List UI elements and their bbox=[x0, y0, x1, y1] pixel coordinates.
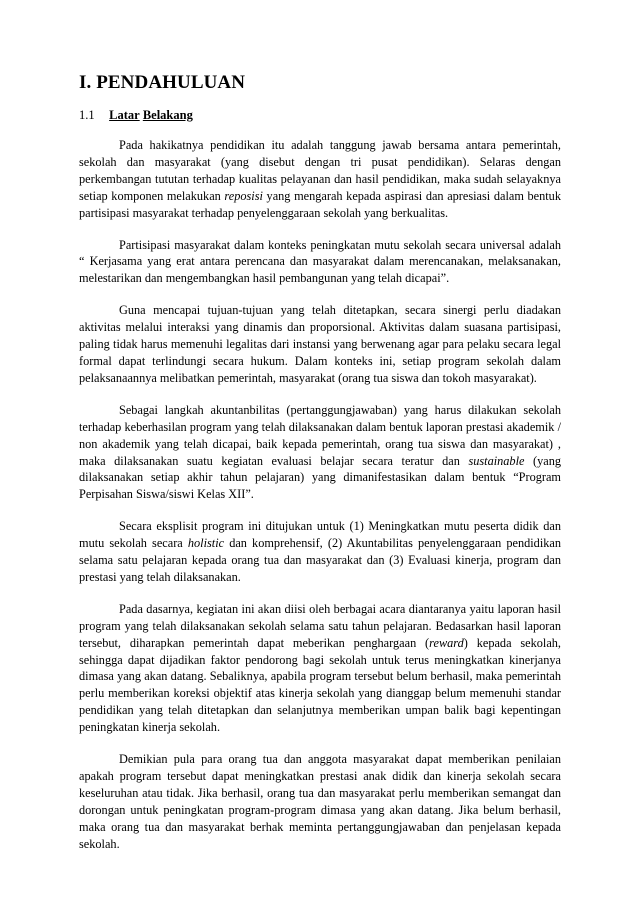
section-heading bbox=[79, 108, 561, 123]
paragraph-text: Secara eksplisit program ini ditujukan untuk (1) Meningkatkan mutu peserta didik dan mutu sekolah secara bbox=[79, 519, 561, 551]
italic-term: reward bbox=[429, 635, 464, 650]
paragraph-7 bbox=[79, 751, 561, 852]
paragraph-text: Sebagai langkah akuntanbilitas (pertanggungjawaban) yang harus dilakukan sekolah terhadap keberhasilan program yang telah dilaksanakan dalam bentuk laporan prestasi akademik / non akademik yang telah dicapai, baik kepada pemerintah, orang tua siswa dan masyarakat) , maka dilaksanakan suatu kegiatan evaluasi belajar secara teratur dan bbox=[79, 402, 561, 468]
paragraph-text: Pada dasarnya, kegiatan ini akan diisi oleh berbagai acara diantaranya yaitu laporan hasil program yang telah dilaksanakan sekolah selama satu tahun pelajaran. Bedasarkan hasil laporan tersebut, diharapkan pemerintah dapat meberikan penghargaan ( bbox=[79, 601, 561, 650]
section-title-word-2: Belakang bbox=[142, 108, 193, 122]
paragraph-text: Pada hakikatnya pendidikan itu adalah tanggung jawab bersama antara pemerintah, sekolah dan masyarakat (yang disebut dengan tri pusat pendidikan). Selaras dengan perkembangan tututan terhadap kualitas pelayanan dan hasil pendidikan, maka sudah selayaknya setiap komponen melakukan bbox=[79, 138, 561, 203]
paragraph-text: dan komprehensif, (2) Akuntabilitas penyelenggaraan pendidikan selama satu pelajaran kepada orang tua dan masyarakat dan (3) Evaluasi kinerja, program dan prestasi yang telah dilaksanakan. bbox=[79, 536, 562, 584]
section-title-word-1: Latar bbox=[109, 108, 140, 122]
paragraph-text: yang mengarah kepada aspirasi dan apresiasi dalam bentuk partisipasi masyarakat terhadap penyelenggaraan sekolah yang berkualitas. bbox=[79, 188, 561, 220]
section-number: 1.1 bbox=[79, 108, 95, 122]
paragraph-4 bbox=[79, 402, 561, 503]
paragraph-3 bbox=[79, 302, 561, 387]
italic-term: reposisi bbox=[224, 188, 263, 203]
page-heading: I. PENDAHULUAN bbox=[79, 72, 246, 93]
paragraph-6 bbox=[79, 601, 561, 736]
paragraph-text: Demikian pula para orang tua dan anggota masyarakat dapat memberikan penilaian apakah program tersebut dapat meningkatkan prestasi anak didik dan kinerja sekolah secara keseluruhan atau tidak. Jika berhasil, orang tua dan masyarakat perlu memberikan semangat dan dorongan untuk peningkatan program-program dimasa yang akan datang. Jika belum berhasil, maka orang tua dan masyarakat berhak meminta pertanggungjawaban dan penjelasan kepada sekolah. bbox=[79, 752, 561, 851]
paragraph-text: ) kepada sekolah, sehingga dapat dijadikan faktor pendorong bagi sekolah untuk terus meningkatkan kinerjanya dimasa yang akan datang. Sebaliknya, apabila program tersebut belum berhasil, maka pemerintah perlu memberikan koreksi objektif atas kinerja sekolah yang dianggap belum memenuhi standar pendidikan yang telah ditetapkan dan selanjutnya memberikan umpan balik bagi kepentingan peningkatan kinerja sekolah. bbox=[79, 635, 561, 735]
paragraph-2 bbox=[79, 237, 561, 288]
paragraph-text: Guna mencapai tujuan-tujuan yang telah ditetapkan, secara sinergi perlu diadakan aktivitas melalui interaksi yang dinamis dan proporsional. Aktivitas dalam suasana partisipasi, paling tidak harus memenuhi legalitas dari instansi yang berwenang agar para pelaku secara legal formal dapat terlindungi secara hukum. Dalam konteks ini, setiap program sekolah dalam pelaksanaannya melibatkan pemerintah, masyarakat (orang tua siswa dan tokoh masyarakat). bbox=[79, 303, 561, 385]
paragraph-text: (yang dilaksanakan setiap akhir tahun pelajaran) yang dimanifestasikan dalam bentuk “Program Perpisahan Siswa/siswi Kelas XII”. bbox=[79, 453, 561, 502]
paragraph-5 bbox=[79, 518, 561, 586]
paragraph-1 bbox=[79, 137, 561, 222]
italic-term: sustainable bbox=[468, 453, 525, 468]
italic-term: holistic bbox=[187, 536, 225, 551]
paragraph-text: Partisipasi masyarakat dalam konteks peningkatan mutu sekolah secara universal adalah “ Kerjasama yang erat antara perencana dan masyarakat dalam merencanakan, melaksanakan, melestarikan dan mengembangkan hasil pembangunan yang telah dicapai”. bbox=[79, 237, 561, 286]
